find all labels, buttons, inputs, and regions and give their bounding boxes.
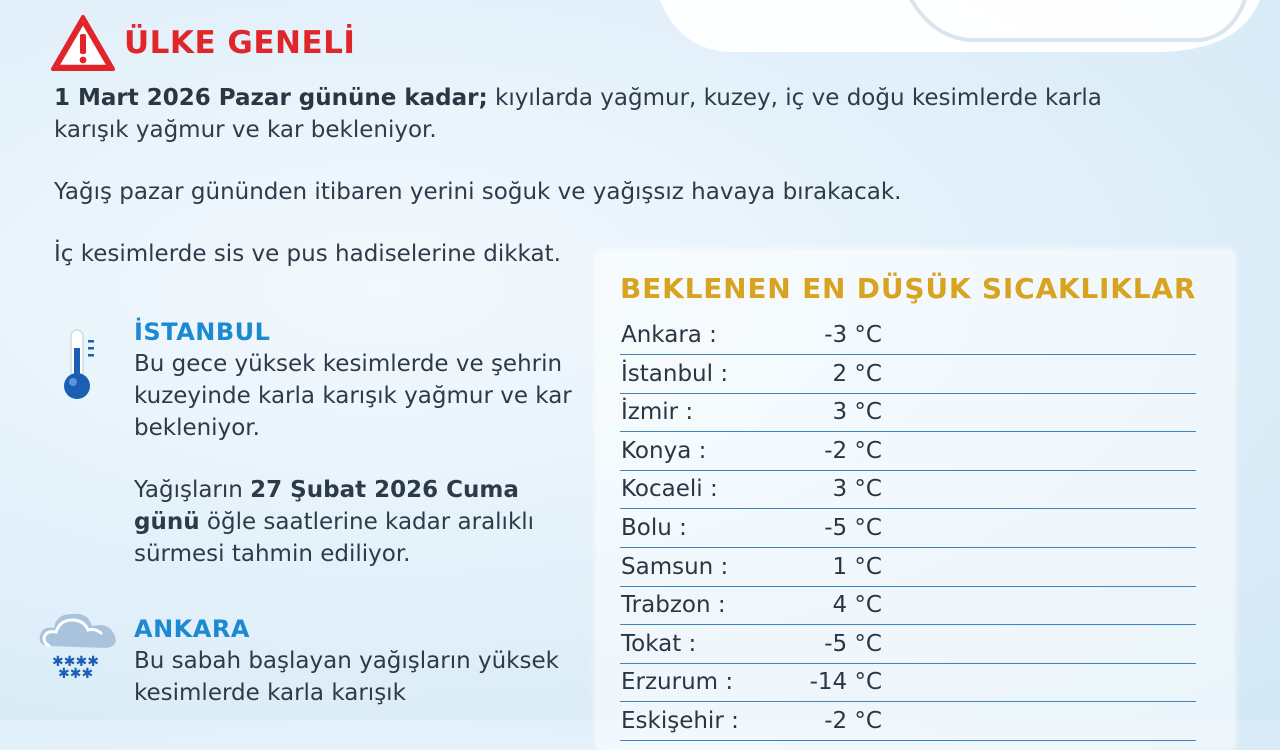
temp-row-value: -2 °C [824, 708, 882, 734]
temp-row [620, 432, 1196, 471]
istanbul-para2-pre: Yağışların [134, 477, 251, 503]
temp-row-value: 4 °C [832, 592, 882, 619]
cloud-decoration [640, 0, 1280, 60]
temp-row [620, 470, 1196, 509]
page-title: ÜLKE GENELİ [124, 25, 356, 61]
warning-triangle-icon [50, 14, 116, 72]
svg-text:✱✱✱✱: ✱✱✱✱ [52, 654, 99, 670]
temp-row-city: Samsun : [621, 553, 729, 580]
temp-row-city: Ankara : [621, 322, 717, 348]
thermometer-icon [58, 328, 100, 402]
ankara-paragraph-1: Bu sabah başlayan yağışların yüksek kesimlerde karla karışık [134, 648, 559, 706]
temp-row-value: 1 °C [832, 553, 882, 580]
temp-row [620, 509, 1196, 548]
temp-row-city: İzmir : [621, 399, 694, 426]
istanbul-heading: İSTANBUL [134, 318, 271, 346]
istanbul-para2-post: öğle saatlerine kadar aralıklı sürmesi tahmin ediliyor. [134, 509, 535, 567]
temp-row-city: Kocaeli : [621, 476, 718, 503]
istanbul-paragraph-2 [134, 474, 574, 570]
temp-row [620, 355, 1196, 394]
temp-row-city: İstanbul : [621, 360, 729, 387]
temp-row-value: 2 °C [832, 360, 882, 387]
temp-row [620, 548, 1196, 587]
temp-row-value: -2 °C [824, 437, 882, 464]
temp-row [620, 702, 1196, 741]
ankara-section [134, 613, 574, 739]
intro-paragraph-3: İç kesimlerde sis ve pus hadiselerine dikkat. [54, 241, 561, 267]
temp-row-city: Bolu : [621, 515, 687, 541]
temp-row [620, 625, 1196, 664]
intro-date-lead: 1 Mart 2026 Pazar gününe kadar; [54, 85, 488, 111]
intro-line1: kıyılarda yağmur, kuzey, iç ve doğu kesimlerde karla karışık yağmur ve kar bekleniyor. [54, 85, 1102, 143]
temp-row [620, 663, 1196, 702]
istanbul-section [134, 316, 574, 600]
temp-row-city: Tokat : [621, 630, 697, 657]
svg-text:✱✱✱: ✱✱✱ [58, 666, 94, 682]
page-header [50, 14, 355, 72]
min-temps-title: BEKLENEN EN DÜŞÜK SICAKLIKLAR [620, 272, 1197, 305]
temp-row-value: -14 °C [809, 669, 882, 696]
temp-row-city: Konya : [621, 437, 707, 464]
temp-row-value: 3 °C [832, 476, 882, 503]
temp-row-value: -5 °C [824, 630, 882, 657]
temp-row-value: -3 °C [824, 322, 882, 348]
temp-row [620, 586, 1196, 625]
snow-cloud-icon [36, 606, 120, 682]
temp-row [620, 393, 1196, 432]
temp-row-city: Erzurum : [621, 669, 734, 696]
temp-row-value: 3 °C [832, 399, 882, 426]
temp-row-value: -5 °C [824, 515, 882, 541]
intro-paragraph-1 [54, 82, 1154, 146]
istanbul-date: 27 Şubat 2026 Cuma günü [134, 477, 519, 535]
ankara-heading: ANKARA [134, 615, 250, 643]
intro-paragraph-2: Yağış pazar gününden itibaren yerini soğuk ve yağışsız havaya bırakacak. [54, 179, 902, 205]
temp-row-city: Eskişehir : [621, 708, 739, 734]
istanbul-paragraph-1: Bu gece yüksek kesimlerde ve şehrin kuzeyinde karla karışık yağmur ve kar bekleniyor. [134, 351, 572, 441]
temp-row-city: Trabzon : [621, 592, 726, 619]
temp-row [620, 316, 1196, 355]
